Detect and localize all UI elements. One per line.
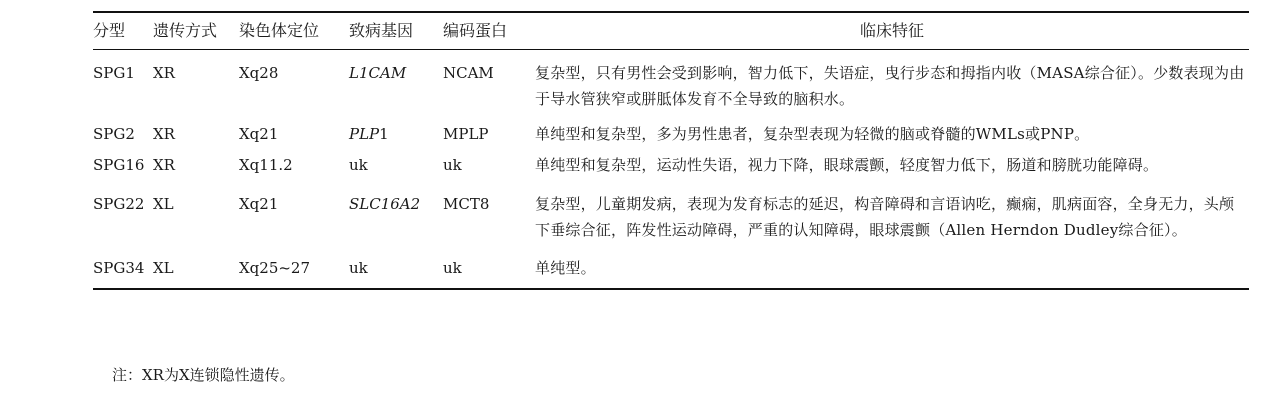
table-row: [93, 50, 1249, 118]
cell-features: 单纯型和复杂型，运动性失语，视力下降，眼球震颤，轻度智力低下，肠道和膀胱功能障碍。: [535, 156, 1159, 174]
cell-locus: Xq28: [239, 64, 279, 82]
table-bottom-rule: [93, 288, 1249, 290]
cell-protein: NCAM: [443, 64, 494, 82]
cell-inheritance: XL: [153, 195, 174, 213]
gene-italic-text: SLC16A2: [349, 195, 421, 213]
gene-italic-text: PLP: [349, 125, 380, 143]
cell-inheritance: XR: [153, 156, 175, 174]
header-inheritance: 遗传方式: [153, 21, 218, 40]
table-footnote: 注：XR为X连锁隐性遗传。: [112, 366, 295, 384]
header-gene: 致病基因: [349, 21, 414, 40]
cell-subtype: SPG22: [93, 195, 145, 213]
header-locus: 染色体定位: [239, 21, 320, 40]
cell-gene: [349, 50, 443, 118]
header-protein: 编码蛋白: [443, 21, 508, 40]
cell-locus: Xq25~27: [239, 259, 311, 277]
cell-gene: [349, 185, 443, 249]
cell-locus: Xq21: [239, 125, 279, 143]
cell-locus: Xq11.2: [239, 156, 293, 174]
table-row: [93, 118, 1249, 149]
cell-subtype: SPG16: [93, 156, 145, 174]
cell-inheritance: XR: [153, 125, 175, 143]
cell-features: 单纯型和复杂型，多为男性患者，复杂型表现为轻微的脑或脊髓的WMLs或PNP。: [535, 125, 1090, 143]
cell-gene: [349, 249, 443, 288]
header-row: [93, 13, 1249, 49]
gene-plain-text: uk: [349, 259, 368, 277]
gene-plain-text: uk: [349, 156, 368, 174]
data-table: [93, 13, 1249, 288]
header-subtype: 分型: [93, 21, 126, 40]
cell-protein: uk: [443, 156, 462, 174]
cell-subtype: SPG2: [93, 125, 135, 143]
table-row: [93, 185, 1249, 249]
gene-italic-text: L1CAM: [349, 64, 407, 82]
cell-protein: MPLP: [443, 125, 489, 143]
cell-subtype: SPG1: [93, 64, 135, 82]
cell-features: 复杂型，只有男性会受到影响，智力低下，失语症，曳行步态和拇指内收（MASA综合征）。少数表现为由于导水管狭窄或胼胝体发育不全导致的脑积水。: [535, 64, 1245, 108]
cell-subtype: SPG34: [93, 259, 145, 277]
cell-locus: Xq21: [239, 195, 279, 213]
table-row: [93, 149, 1249, 185]
cell-inheritance: XL: [153, 259, 174, 277]
gene-plain-text: 1: [379, 125, 389, 143]
cell-features: 单纯型。: [535, 259, 596, 277]
cell-protein: MCT8: [443, 195, 490, 213]
table-row: [93, 249, 1249, 288]
header-features: 临床特征: [859, 21, 924, 40]
cell-gene: [349, 149, 443, 185]
cell-protein: uk: [443, 259, 462, 277]
cell-gene: [349, 118, 443, 149]
hsp-table: [93, 11, 1249, 290]
cell-features: 复杂型，儿童期发病，表现为发育标志的延迟，构音障碍和言语讷吃，癫痫，肌病面容，全身无力，头颅下垂综合征，阵发性运动障碍，严重的认知障碍，眼球震颤（Allen Herndon Dudley综合征）。: [535, 195, 1235, 239]
cell-inheritance: XR: [153, 64, 175, 82]
